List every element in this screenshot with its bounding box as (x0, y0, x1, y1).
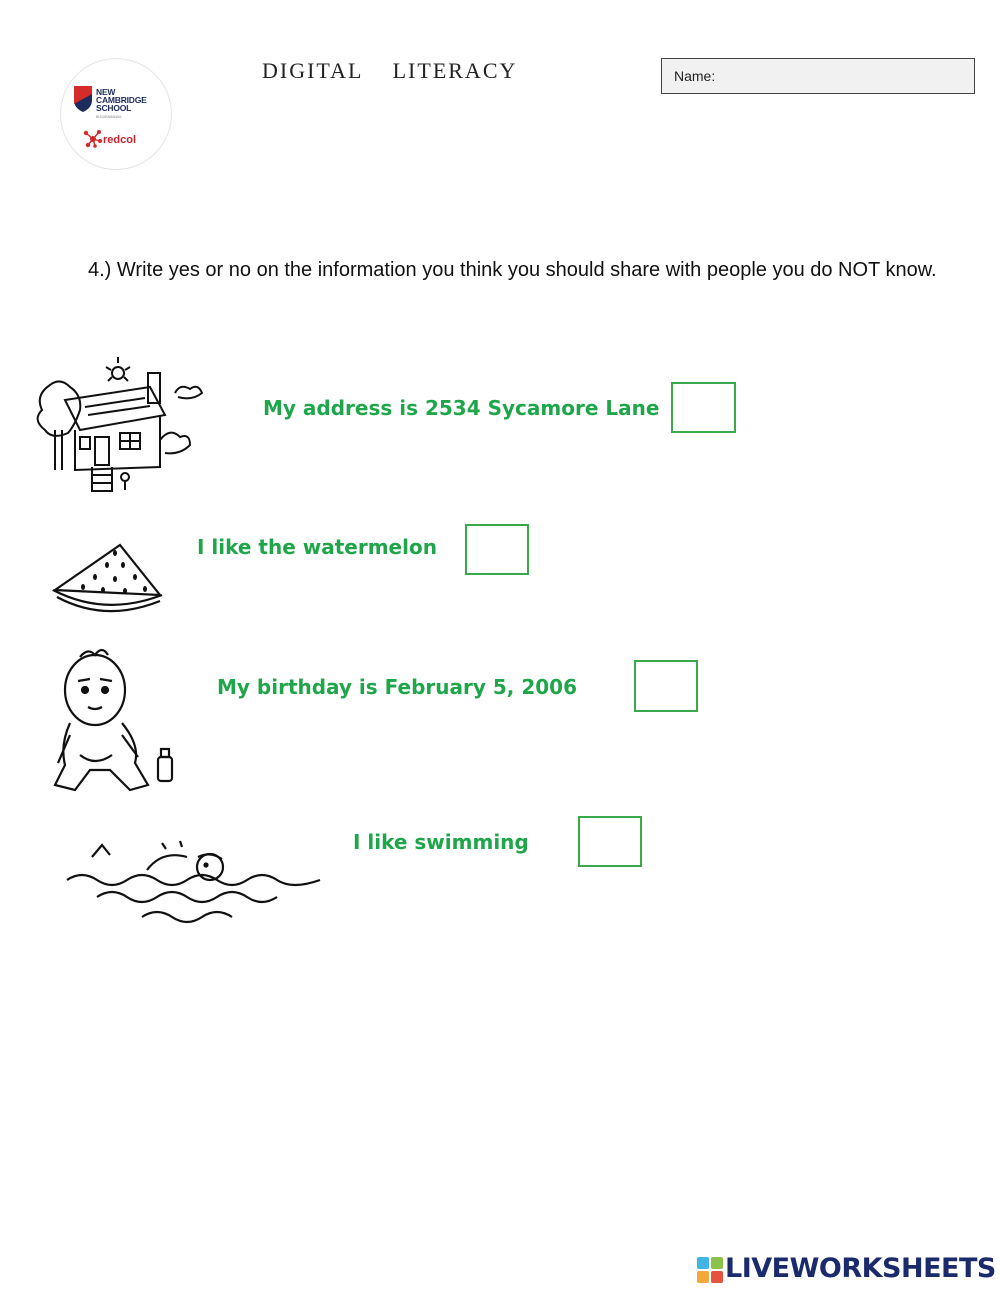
item-text: My address is 2534 Sycamore Lane (263, 396, 660, 420)
item-text: I like swimming (353, 830, 529, 854)
name-label: Name: (674, 68, 716, 84)
page-title: DIGITAL LITERACY (262, 58, 518, 83)
answer-box[interactable] (578, 816, 642, 867)
logo-text-new: NEW (96, 87, 116, 97)
item-text: My birthday is February 5, 2006 (217, 675, 577, 699)
logo-text-cambridge: CAMBRIDGE (96, 95, 147, 105)
item-text: I like the watermelon (197, 535, 437, 559)
answer-value (467, 526, 527, 550)
logo-text-school: SCHOOL (96, 103, 132, 113)
redcol-icon (83, 129, 103, 149)
answer-value (580, 818, 640, 842)
baby-icon (50, 645, 190, 800)
question-text: 4.) Write yes or no on the information you think you should share with people you do NOT know. (88, 259, 937, 281)
liveworksheets-logo-icon (697, 1257, 723, 1283)
answer-value (636, 662, 696, 686)
house-icon (30, 355, 205, 495)
school-logo (60, 58, 172, 170)
swimmer-icon (62, 835, 327, 930)
name-field[interactable] (661, 58, 975, 94)
school-shield-icon (74, 86, 92, 112)
watermelon-icon (45, 535, 170, 625)
redcol-text: redcol (103, 134, 137, 146)
liveworksheets-brand: LIVEWORKSHEETS (725, 1253, 996, 1284)
logo-text-city: BUCARAMANGA (96, 115, 122, 119)
answer-value (673, 384, 734, 408)
answer-box[interactable] (671, 382, 736, 433)
answer-box[interactable] (634, 660, 698, 712)
answer-box[interactable] (465, 524, 529, 575)
